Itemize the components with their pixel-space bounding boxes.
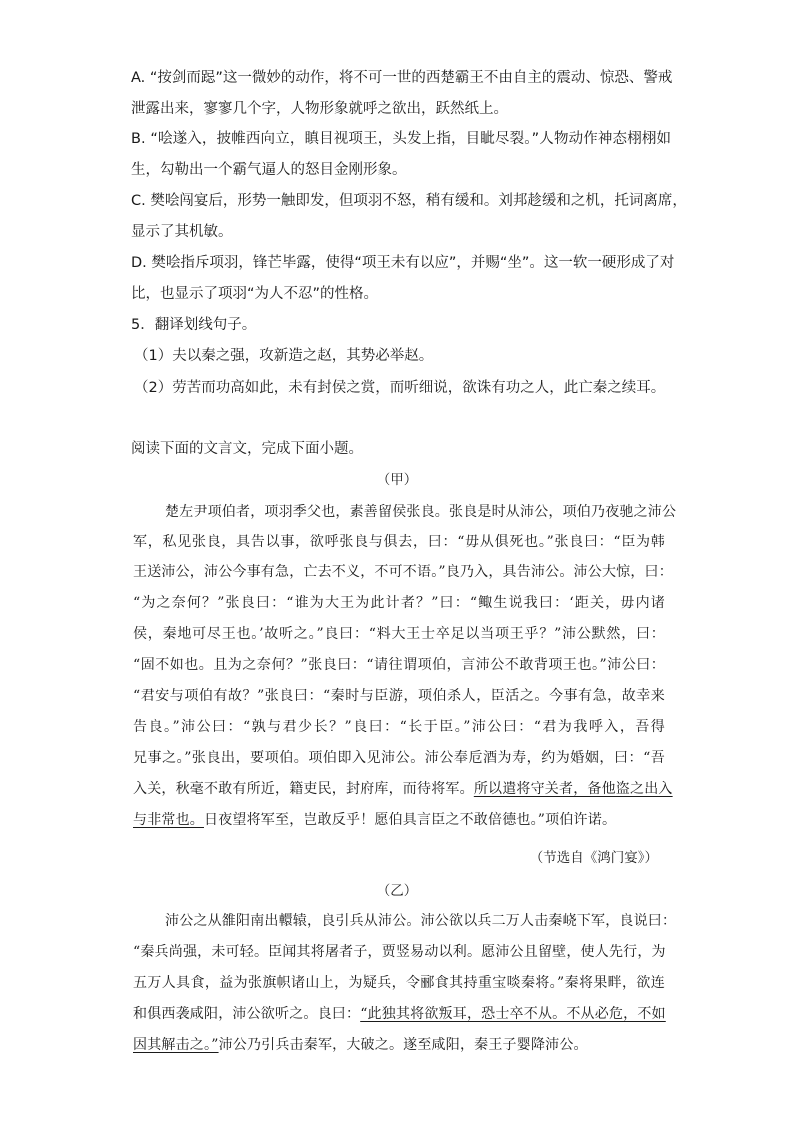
passage-jia-line: 楚左尹项伯者，项羽季父也，素善留侯张良。张良是时从沛公，项伯乃夜驰之沛公 xyxy=(165,504,677,520)
option-c-line-2: 显示了其机敏。 xyxy=(131,224,233,240)
passage-yi-line: “秦兵尚强，未可轻。臣闻其将屠者子，贾竖易动以利。愿沛公且留壁，使人先行，为 xyxy=(133,944,666,960)
passage-jia-line: 告良。”沛公曰：“孰与君少长？”良曰：“长于臣。”沛公曰：“君为我呼入，吾得 xyxy=(133,719,665,735)
reading-intro: 阅读下面的文言文，完成下面小题。 xyxy=(131,441,363,457)
passage-yi-line-5 xyxy=(133,1035,665,1055)
passage-yi-line-4 xyxy=(133,1004,665,1024)
underlined-sentence-1b: 与非常也。 xyxy=(133,812,204,828)
passage-jia-line: 军，私见张良，具告以事，欲呼张良与俱去，曰：“毋从俱死也。”张良曰：“臣为韩 xyxy=(133,534,665,550)
option-b-line-1: B. “哙遂入，披帷西向立，瞋目视项王，头发上指，目眦尽裂。”人物动作神态栩栩如 xyxy=(131,131,671,147)
option-d-line-1: D. 樊哙指斥项羽，锋芒毕露，使得“项王未有以应”，并赐“坐”。这一软一硬形成了对 xyxy=(131,255,675,271)
option-c-line-1: C. 樊哙闯宴后，形势一触即发，但项羽不怒，稍有缓和。刘邦趁缓和之机，托词离席， xyxy=(131,193,687,209)
passage-jia-line: 兄事之。”张良出，要项伯。项伯即入见沛公。沛公奉卮酒为寿，约为婚姻，曰：“吾 xyxy=(133,750,665,766)
passage-jia-line: 王送沛公，沛公今事有急，亡去不义，不可不语。”良乃入，具告沛公。沛公大惊，曰： xyxy=(133,564,673,580)
passage-jia-title: （甲） xyxy=(376,472,418,488)
passage-jia-line: “为之奈何？”张良曰：“谁为大王为此计者？”曰：“鲰生说我曰：‘距关，毋内诸 xyxy=(133,595,665,611)
passage-jia-line: “君安与项伯有故？”张良曰：“秦时与臣游，项伯杀人，臣活之。今事有急，故幸来 xyxy=(133,688,665,704)
passage-jia-line-10 xyxy=(133,779,673,799)
passage-jia-source: （节选自《鸿门宴》） xyxy=(529,850,658,866)
passage-jia-text: 入关，秋毫不敢有所近，籍吏民，封府库，而待将军。 xyxy=(133,781,474,797)
passage-jia-line-11 xyxy=(133,810,665,830)
translate-item-1: （1）夫以秦之强，攻新造之赵，其势必举赵。 xyxy=(134,348,434,364)
passage-jia-line: “固不如也。且为之奈何？”张良曰：“请往谓项伯，言沛公不敢背项王也。”沛公曰： xyxy=(133,657,665,673)
passage-yi-line: 沛公之从雒阳南出轘辕，良引兵从沛公。沛公欲以兵二万人击秦峣下军，良说曰： xyxy=(165,913,677,929)
underlined-sentence-2a: “此独其将欲叛耳，恐士卒不从。不从必危，不如 xyxy=(360,1006,666,1022)
option-d-line-2: 比，也显示了项羽“为人不忍”的性格。 xyxy=(131,286,379,302)
passage-yi-text: 和俱西袭咸阳，沛公欲听之。良曰： xyxy=(133,1006,361,1022)
passage-yi-text: 沛公乃引兵击秦军，大破之。遂至咸阳，秦王子婴降沛公。 xyxy=(218,1037,588,1053)
passage-yi-title: （乙） xyxy=(376,883,418,899)
option-b-line-2: 生，勾勒出一个霸气逼人的怒目金刚形象。 xyxy=(131,162,407,178)
option-a-line-1: A. “按剑而跽”这一微妙的动作，将不可一世的西楚霸王不由自主的震动、惊恐、警戒 xyxy=(131,70,673,86)
underlined-sentence-2b: 因其解击之。” xyxy=(133,1037,219,1053)
passage-jia-line: 侯，秦地可尽王也。’故听之。”良曰：“料大王士卒足以当项王乎？”沛公默然，曰： xyxy=(133,626,665,642)
translate-item-2: （2）劳苦而功高如此，未有封侯之赏，而听细说，欲诛有功之人，此亡秦之续耳。 xyxy=(134,380,666,396)
question-5-heading: 5．翻译划线句子。 xyxy=(131,317,257,333)
passage-yi-line: 五万人具食，益为张旗帜诸山上，为疑兵，令郦食其持重宝啖秦将。”秦将果畔，欲连 xyxy=(133,975,665,991)
passage-jia-text: 日夜望将军至，岂敢反乎！愿伯具言臣之不敢倍德也。”项伯许诺。 xyxy=(204,812,617,828)
option-a-line-2: 泄露出来，寥寥几个字，人物形象就呼之欲出，跃然纸上。 xyxy=(131,101,508,117)
underlined-sentence-1a: 所以遣将守关者，备他盗之出入 xyxy=(473,781,673,797)
